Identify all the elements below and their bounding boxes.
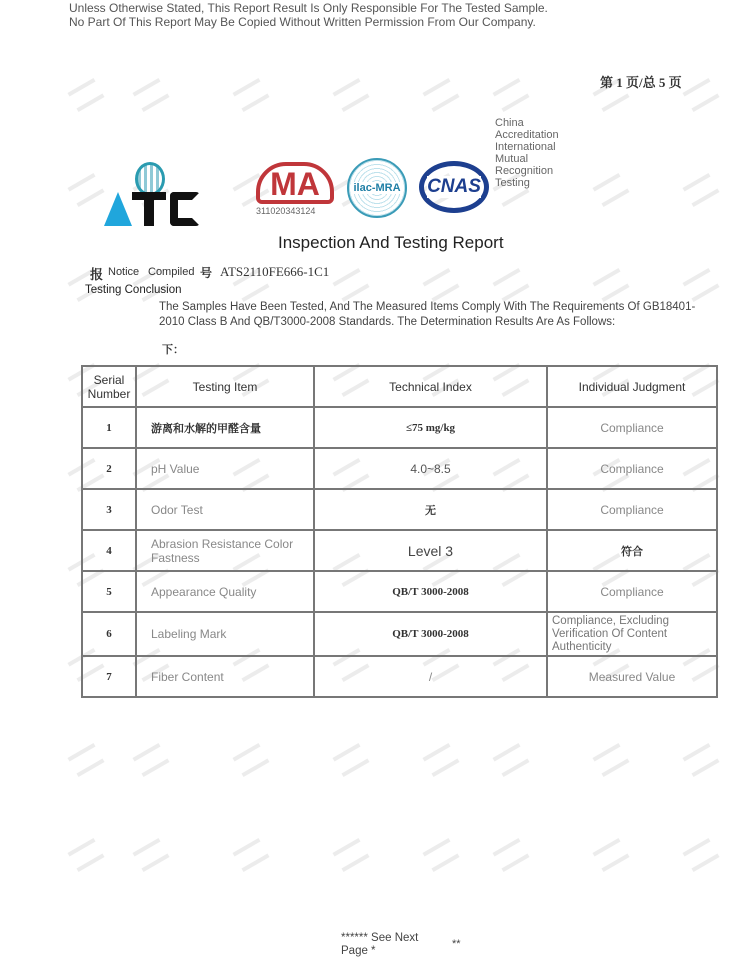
cnas-logo: CNAS bbox=[419, 161, 489, 213]
serial-cell: 5 bbox=[82, 571, 136, 612]
cnas-caption: China Accreditation International Mutual Recognition Testing bbox=[495, 117, 559, 189]
technical-index-cell: Level 3 bbox=[314, 530, 547, 571]
conclusion-text: The Samples Have Been Tested, And The Measured Items Comply With The Requirements Of GB18401-2010 Class B And QB/T3000-2008 Standards. The Determination Results Are As Follows: bbox=[159, 301, 696, 328]
report-no-label-cn: 报 bbox=[90, 267, 104, 282]
ats-watermark bbox=[683, 78, 720, 112]
judgment-cell: Compliance bbox=[547, 489, 717, 530]
table-row bbox=[82, 489, 717, 530]
header-serial-number: Serial Number bbox=[82, 366, 136, 407]
ats-watermark bbox=[493, 78, 530, 112]
ats-watermark bbox=[423, 838, 460, 872]
table-row bbox=[82, 530, 717, 571]
report-title: Inspection And Testing Report bbox=[278, 233, 504, 252]
ats-watermark bbox=[68, 838, 105, 872]
ats-watermark bbox=[423, 743, 460, 777]
ats-watermark bbox=[423, 78, 460, 112]
testing-item-cell: Odor Test bbox=[136, 489, 314, 530]
ilac-mra-logo: ilac-MRA bbox=[347, 158, 407, 218]
judgment-cell: Compliance bbox=[547, 448, 717, 489]
globe-icon bbox=[135, 162, 165, 196]
ats-watermark bbox=[233, 78, 270, 112]
ats-watermark bbox=[68, 78, 105, 112]
ats-watermark bbox=[133, 838, 170, 872]
ats-watermark bbox=[683, 173, 720, 207]
judgment-cell: Measured Value bbox=[547, 656, 717, 697]
ats-logo bbox=[100, 162, 206, 230]
testing-item-cell: 游离和水解的甲醛含量 bbox=[136, 407, 314, 448]
ats-watermark bbox=[683, 268, 720, 302]
technical-index-cell: QB/T 3000-2008 bbox=[314, 612, 547, 656]
header-technical-index: Technical Index bbox=[314, 366, 547, 407]
judgment-cell: Compliance bbox=[547, 571, 717, 612]
conclusion-trail: 下： bbox=[162, 344, 184, 356]
report-no-label-cn2: 号 bbox=[200, 266, 213, 280]
report-no-notice: Notice bbox=[108, 266, 140, 278]
conclusion-label: Testing Conclusion bbox=[85, 284, 182, 296]
technical-index-cell: QB/T 3000-2008 bbox=[314, 571, 547, 612]
ats-watermark bbox=[68, 173, 105, 207]
ats-watermark bbox=[333, 268, 370, 302]
footer-see-next-page: ****** See Next Page * bbox=[341, 932, 419, 957]
testing-item-cell: Appearance Quality bbox=[136, 571, 314, 612]
technical-index-cell: ≤75 mg/kg bbox=[314, 407, 547, 448]
table-header-row bbox=[82, 366, 717, 407]
serial-cell: 7 bbox=[82, 656, 136, 697]
footer-stars: ** bbox=[452, 938, 461, 950]
ats-watermark bbox=[333, 743, 370, 777]
testing-item-cell: pH Value bbox=[136, 448, 314, 489]
serial-cell: 4 bbox=[82, 530, 136, 571]
serial-cell: 6 bbox=[82, 612, 136, 656]
technical-index-cell: 无 bbox=[314, 489, 547, 530]
results-table bbox=[81, 365, 718, 698]
technical-index-cell: / bbox=[314, 656, 547, 697]
ats-wordmark bbox=[100, 192, 206, 226]
table-row bbox=[82, 407, 717, 448]
ats-watermark bbox=[423, 268, 460, 302]
table-row bbox=[82, 448, 717, 489]
testing-item-cell: Labeling Mark bbox=[136, 612, 314, 656]
cma-logo: MA 311020343124 bbox=[256, 162, 336, 222]
serial-cell: 1 bbox=[82, 407, 136, 448]
table-row bbox=[82, 571, 717, 612]
judgment-cell: 符合 bbox=[547, 530, 717, 571]
ats-watermark bbox=[333, 838, 370, 872]
judgment-cell: Compliance, Excluding Verification Of Content Authenticity bbox=[547, 612, 717, 656]
ats-watermark bbox=[493, 743, 530, 777]
header-individual-judgment: Individual Judgment bbox=[547, 366, 717, 407]
ats-watermark bbox=[593, 743, 630, 777]
disclaimer-line-1: Unless Otherwise Stated, This Report Result Is Only Responsible For The Tested Sample. bbox=[69, 1, 548, 15]
ats-watermark bbox=[593, 838, 630, 872]
ats-watermark bbox=[683, 838, 720, 872]
serial-cell: 3 bbox=[82, 489, 136, 530]
ats-watermark bbox=[233, 838, 270, 872]
report-number: ATS2110FE666-1C1 bbox=[220, 264, 330, 279]
report-no-compiled: Compiled bbox=[148, 266, 195, 278]
ats-watermark bbox=[333, 78, 370, 112]
ats-watermark bbox=[593, 268, 630, 302]
ats-watermark bbox=[493, 268, 530, 302]
disclaimer-line-2: No Part Of This Report May Be Copied Without Written Permission From Our Company. bbox=[69, 15, 536, 29]
header-testing-item: Testing Item bbox=[136, 366, 314, 407]
ats-watermark bbox=[593, 173, 630, 207]
ats-watermark bbox=[683, 743, 720, 777]
page-indicator: 第 1 页/总 5 页 bbox=[600, 75, 682, 90]
technical-index-cell: 4.0~8.5 bbox=[314, 448, 547, 489]
table-row bbox=[82, 656, 717, 697]
testing-item-cell: Fiber Content bbox=[136, 656, 314, 697]
ats-watermark bbox=[233, 743, 270, 777]
table-row bbox=[82, 612, 717, 656]
ats-watermark bbox=[133, 743, 170, 777]
ats-watermark bbox=[493, 838, 530, 872]
testing-item-cell: Abrasion Resistance Color Fastness bbox=[136, 530, 314, 571]
judgment-cell: Compliance bbox=[547, 407, 717, 448]
ats-watermark bbox=[133, 78, 170, 112]
serial-cell: 2 bbox=[82, 448, 136, 489]
ats-watermark bbox=[68, 743, 105, 777]
